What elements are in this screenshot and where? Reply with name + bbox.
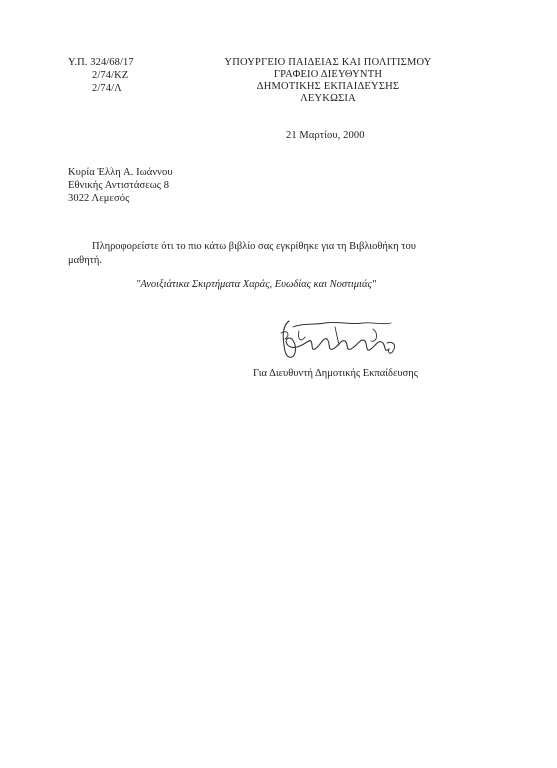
city-name: ΛΕΥΚΩΣΙΑ xyxy=(300,93,356,104)
recipient-street: Εθνικής Αντιστάσεως 8 xyxy=(68,180,170,191)
reference-number-2: 2/74/ΚΖ xyxy=(92,70,129,81)
recipient-city: 3022 Λεμεσός xyxy=(68,193,130,204)
handwritten-signature xyxy=(275,313,400,363)
letter-body: Πληροφορείστε ότι το πιο κάτω βιβλίο σας εγκρίθηκε για τη Βιβλιοθήκη του μαθητή. xyxy=(68,241,416,266)
letter-date: 21 Μαρτίου, 2000 xyxy=(286,130,365,141)
ministry-name: ΥΠΟΥΡΓΕΙΟ ΠΑΙΔΕΙΑΣ ΚΑΙ ΠΟΛΙΤΙΣΜΟΥ xyxy=(224,57,432,68)
reference-number-3: 2/74/Λ xyxy=(92,83,122,94)
recipient-name: Κυρία Έλλη Α. Ιωάννου xyxy=(68,167,173,178)
sign-off-caption: Για Διευθυντή Δημοτικής Εκπαίδευσης xyxy=(253,368,418,379)
quoted-book-title: "Ανοιξιάτικα Σκιρτήματα Χαράς, Ευωδίας και Νοστιμιάς" xyxy=(136,279,377,290)
reference-number-1: Υ.Π. 324/68/17 xyxy=(68,57,134,68)
office-name: ΓΡΑΦΕΙΟ ΔΙΕΥΘΥΝΤΗ xyxy=(273,69,383,80)
department-name: ΔΗΜΟΤΙΚΗΣ ΕΚΠΑΙΔΕΥΣΗΣ xyxy=(256,81,400,92)
